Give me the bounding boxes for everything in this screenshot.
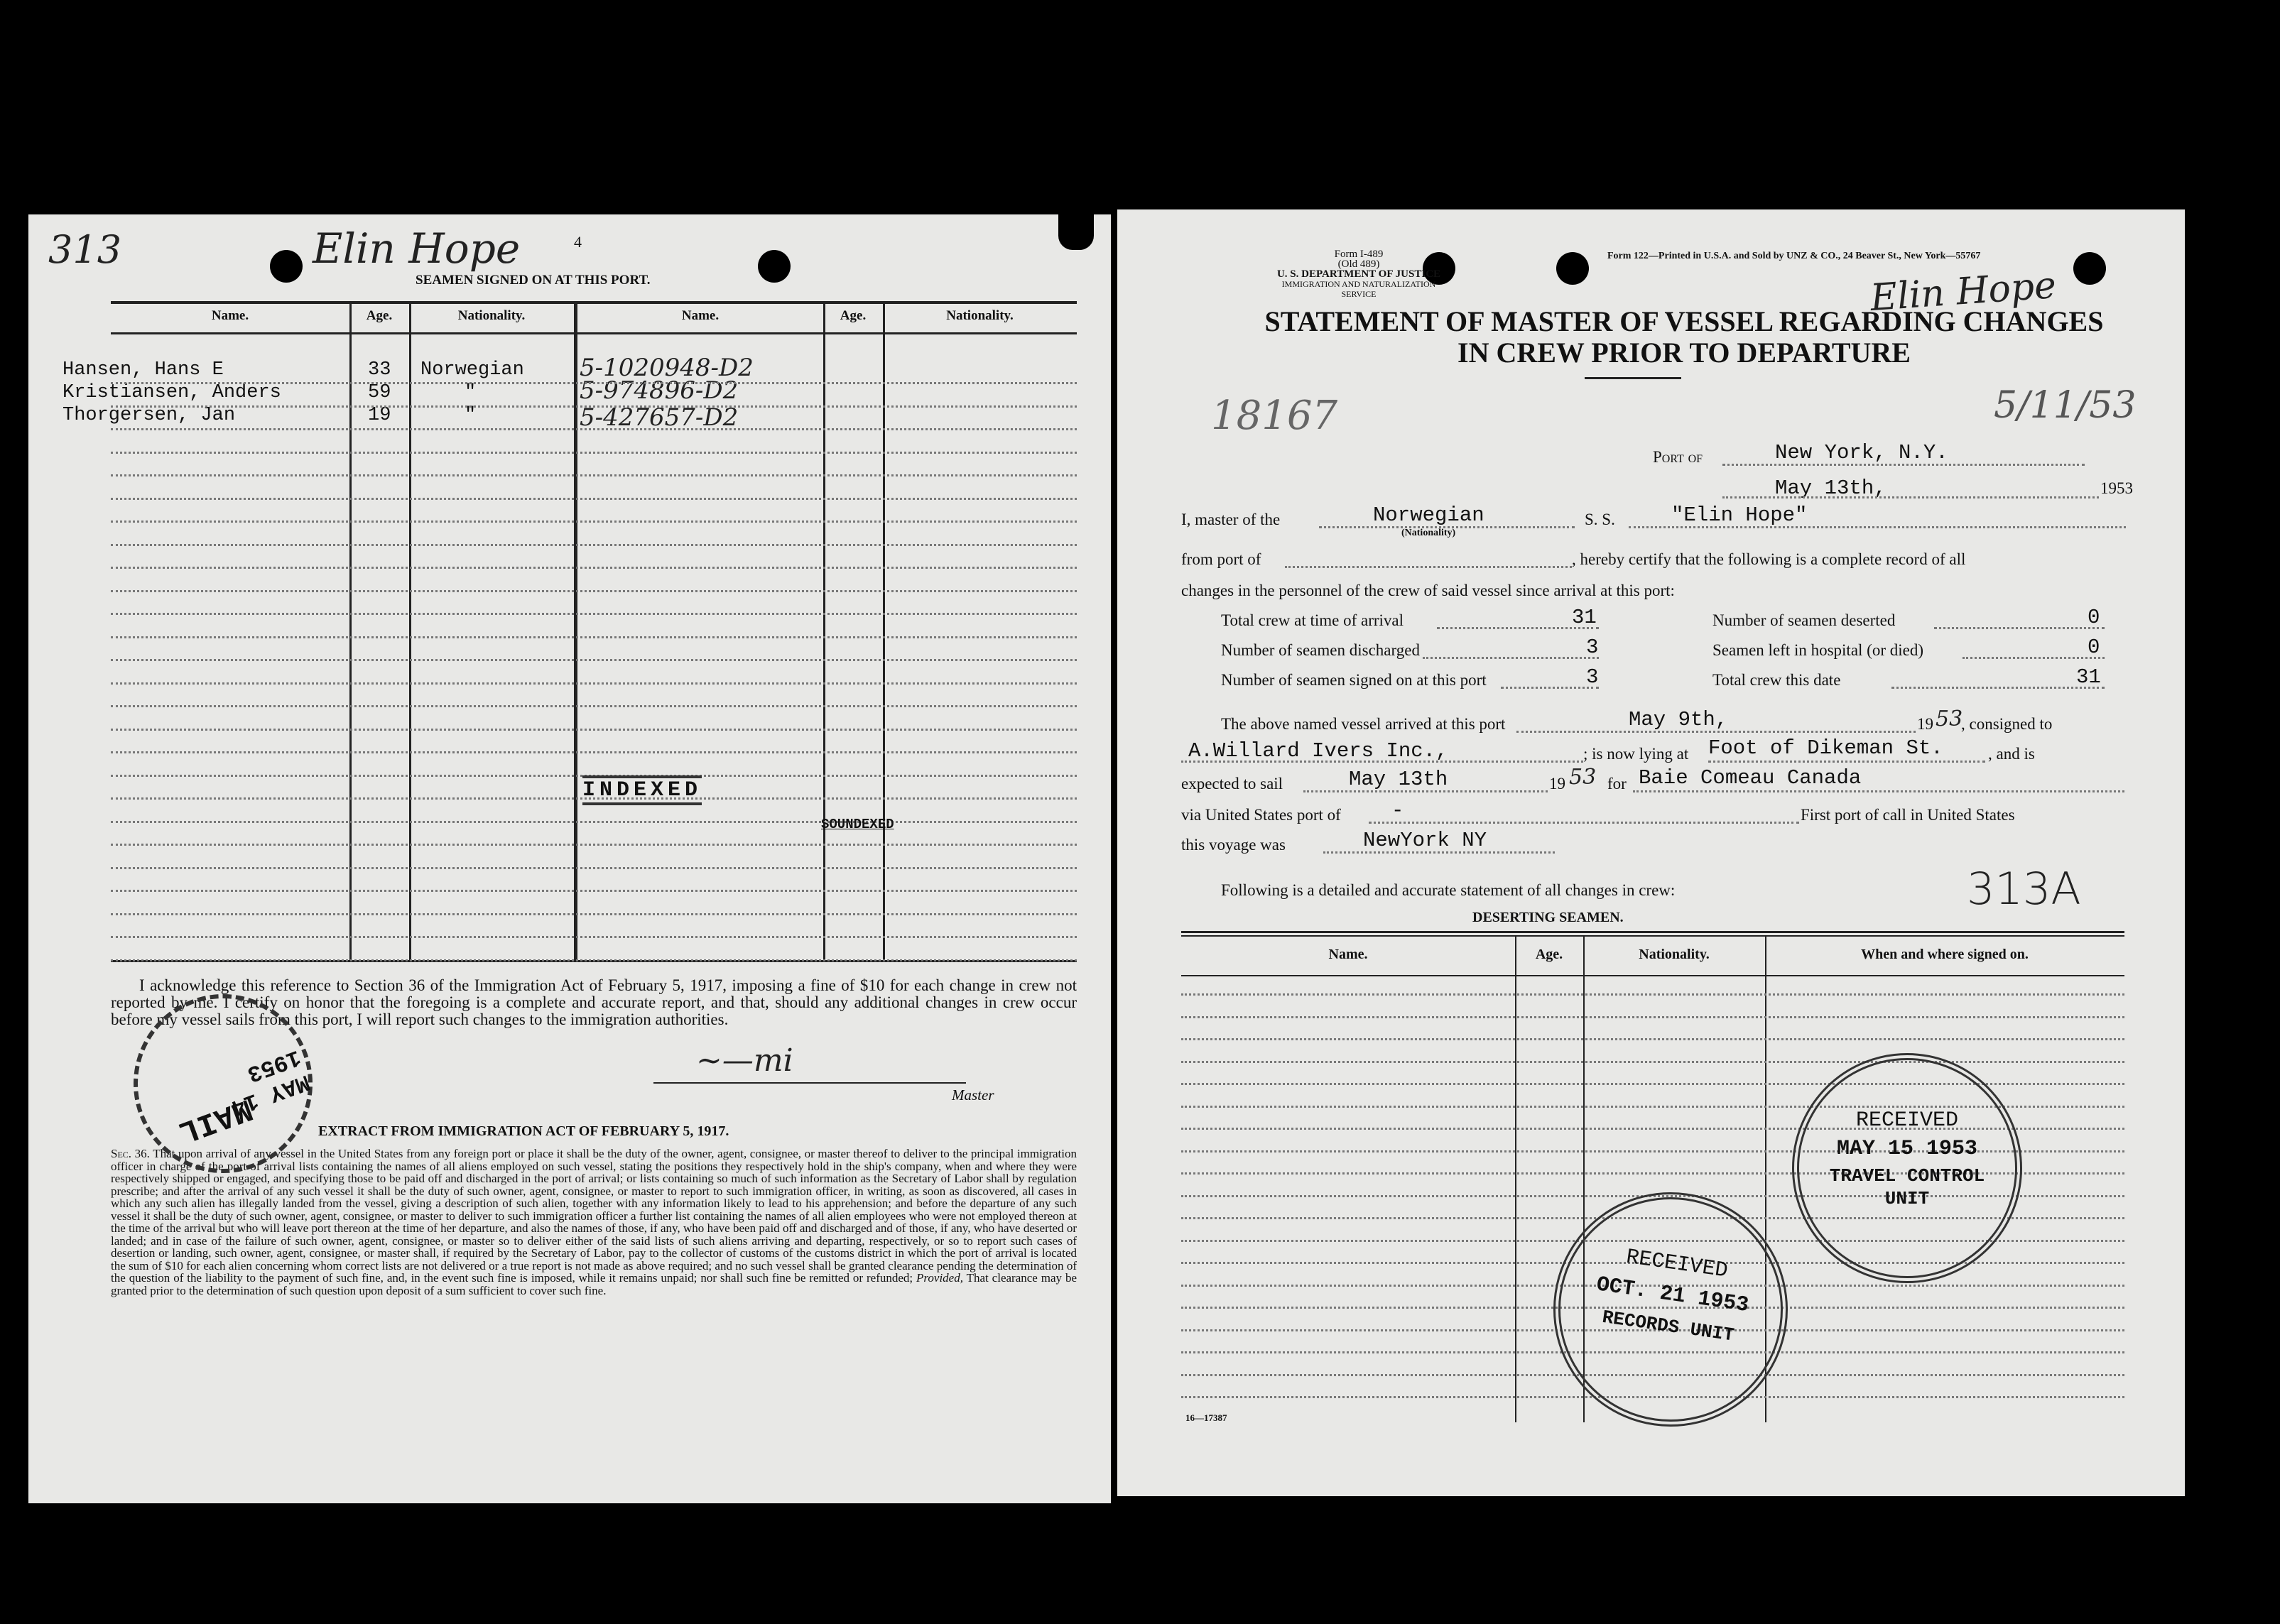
col-divider	[823, 304, 825, 960]
col-header-age: Age.	[1535, 947, 1563, 962]
ruling-line	[111, 428, 1077, 430]
section-title: SEAMEN SIGNED ON AT THIS PORT.	[416, 273, 651, 288]
following-text: Following is a detailed and accurate statement of all changes in crew:	[1221, 881, 1676, 899]
form-old: (Old 489)	[1337, 258, 1380, 270]
sail-label: expected to sail	[1181, 775, 1283, 792]
stat-value: 3	[1586, 665, 1599, 689]
ruling-line	[111, 729, 1077, 731]
punch-hole	[270, 250, 303, 283]
stamp-date: MAY 15 1953	[1836, 1137, 1978, 1161]
arrived-value: May 9th,	[1629, 708, 1728, 731]
destination: Baie Comeau Canada	[1639, 766, 1862, 790]
ruling-line	[111, 474, 1077, 476]
form-title-line1: STATEMENT OF MASTER OF VESSEL REGARDING CHANGES	[1264, 305, 2104, 337]
sec-tail: That clearance may be granted prior to the determination of such question upon deposit of a sum sufficient to cover such fine.	[111, 1271, 1077, 1297]
sec-body: That upon arrival of any vessel in the United States from any foreign port or place it shall be the duty of the owner, agent, consignee, or master thereof to deliver to the principal immigration officer in charge of the port of arrival lists containing the names of all aliens employed on such vessel, stating the positions they respectively hold in the ship's company, when and where they were respectively shipped or engaged, and specifying those to be paid off and discharged in the port of arrival; or lists containing so much of such information as the Secretary of Labor shall by regulation prescribe; and after the arrival of any such vessel it shall be the duty of such owner, agent, consignee, or master to report to such immigration officer, in writing, as soon as discovered, all cases in which any such alien has illegally landed from the vessel, giving a description of such alien, together with any information likely to lead to his apprehension; and before the departure of any such vessel it shall be the duty of such owner, agent, consignee, or master to deliver to such immigration officer a further list containing the names of all alien employees who were not employed thereon at the time of the arrival but who will leave port thereon at the time of her departure, and also the names of those, if any, who have been paid off and discharged and of those, if any, who have deserted or landed; and in case of the failure of such owner, agent, consignee, or master so to deliver either of the said lists of such aliens arriving and departing, respectively, or so to report such cases of desertion or landing, such owner, agent, consignee, or master shall, if required by the Secretary of Labor, pay to the collector of customs of the customs district in which the port of arrival is located the sum of $10 for each alien concerning whom correct lists are not delivered or a true report is not made as above required; and no such vessel shall be granted clearance pending the determination of the question of the liability to the payment of such fine, and, in the event such fine is imposed, while it remains unpaid; nor shall such fine be remitted or refunded;	[111, 1147, 1077, 1285]
ruling-line	[1181, 1016, 2124, 1018]
col-header-nationality: Nationality.	[457, 308, 526, 323]
ruling-line	[111, 521, 1077, 523]
dotted-line	[1633, 790, 2124, 792]
ruling-line	[1181, 1038, 2124, 1040]
certify-text: , hereby certify that the following is a complete record of all	[1572, 550, 1966, 568]
ruling-line	[111, 682, 1077, 685]
date-value: May 13th,	[1775, 476, 1887, 500]
ruling-line	[111, 544, 1077, 546]
col-header-nationality-2: Nationality.	[946, 308, 1014, 323]
table-top-rule	[1181, 931, 2124, 933]
page-tear	[1058, 207, 1094, 250]
sec-provided: Provided,	[916, 1271, 963, 1285]
master-label: Master	[952, 1086, 994, 1103]
dotted-line	[1516, 731, 1916, 733]
stat-value-2: 31	[2076, 665, 2101, 689]
master-of-label: I, master of the	[1181, 511, 1281, 528]
ruling-line	[111, 659, 1077, 661]
right-page	[1117, 209, 2185, 1496]
sail-value: May 13th	[1349, 768, 1448, 791]
col-divider	[883, 304, 885, 960]
dotted-line	[1181, 761, 1583, 763]
form-title-line2: IN CREW PRIOR TO DEPARTURE	[1457, 337, 1911, 369]
col-header-nationality: Nationality.	[1639, 947, 1710, 962]
col-header-name: Name.	[211, 308, 249, 323]
stamp-travel-control: TRAVEL CONTROL	[1829, 1165, 1985, 1187]
printer-line: Form 122—Printed in U.S.A. and Sold by UNZ & CO., 24 Beaver St., New York—55767	[1607, 251, 1981, 261]
voyage-label: this voyage was	[1181, 836, 1286, 854]
year-printed: 1953	[2100, 479, 2133, 497]
master-signature: ~—mi	[696, 1042, 793, 1079]
seaman-name: Thorgersen, Jan	[63, 405, 236, 426]
ship-name: "Elin Hope"	[1671, 503, 1808, 527]
ruling-line	[111, 890, 1077, 892]
dotted-line	[1303, 790, 1548, 792]
stat-value: 31	[1572, 606, 1597, 629]
stat-value: 3	[1586, 636, 1599, 659]
dotted-line	[1285, 566, 1572, 568]
title-rule	[1585, 377, 1681, 379]
col-divider	[1515, 935, 1516, 1422]
seaman-ref: 5-427657-D2	[580, 403, 739, 432]
dotted-line	[1369, 822, 1799, 824]
service: IMMIGRATION AND NATURALIZATION SERVICE	[1281, 279, 1436, 299]
seaman-nationality: Norwegian	[420, 359, 524, 381]
stat-label-2: Total crew this date	[1712, 671, 1841, 689]
mail-stamp	[134, 994, 313, 1173]
extract-title: EXTRACT FROM IMMIGRATION ACT OF FEBRUARY 5, 1917.	[318, 1123, 729, 1139]
stamp-date: OCT. 21 1953	[1595, 1273, 1751, 1319]
lying-label: ; is now lying at	[1583, 745, 1689, 763]
seaman-name: Hansen, Hans E	[63, 359, 224, 381]
ruling-line	[111, 405, 1077, 408]
nationality-caption: (Nationality)	[1401, 528, 1456, 538]
col-header-name-2: Name.	[681, 308, 720, 323]
via-value: -	[1391, 799, 1404, 822]
arrived-year: 53	[1936, 707, 1963, 731]
col-divider	[409, 304, 411, 960]
year-prefix: 19	[1917, 715, 1933, 733]
dotted-line	[1501, 687, 1599, 689]
dotted-line	[1722, 496, 2099, 498]
dotted-line	[1708, 761, 1985, 763]
page-number: 4	[574, 233, 582, 251]
seaman-ref: 5-974896-D2	[580, 376, 739, 405]
year-prefix: 19	[1549, 775, 1565, 792]
port-value: New York, N.Y.	[1775, 441, 1948, 464]
stat-value-2: 0	[2088, 636, 2100, 659]
ruling-line	[111, 452, 1077, 454]
via-label: via United States port of	[1181, 806, 1341, 824]
stamp-records-unit: RECORDS UNIT	[1600, 1306, 1736, 1346]
col-header-age: Age.	[366, 308, 393, 323]
col-divider	[574, 304, 577, 960]
table-top-rule	[1181, 935, 2124, 937]
ruling-line	[111, 844, 1077, 846]
seaman-nationality: "	[465, 382, 477, 403]
col-header-name: Name.	[1328, 947, 1368, 962]
stat-label: Number of seamen discharged	[1221, 641, 1420, 659]
dotted-line	[1629, 526, 2126, 528]
ruling-line	[111, 613, 1077, 615]
col-divider	[349, 304, 352, 960]
ruling-line	[1181, 1061, 2124, 1063]
seaman-nationality: "	[465, 405, 477, 426]
indexed-stamp: INDEXED	[582, 775, 702, 805]
ruling-line	[111, 821, 1077, 823]
consignee: A.Willard Ivers Inc.,	[1188, 739, 1448, 763]
ruling-line	[111, 913, 1077, 915]
lying-value: Foot of Dikeman St.	[1708, 736, 1943, 760]
stat-label-2: Number of seamen deserted	[1712, 611, 1896, 629]
seaman-age: 19	[368, 405, 391, 426]
table-header-rule	[111, 332, 1077, 334]
ruling-line	[1181, 993, 2124, 996]
stamp-received: RECEIVED	[1855, 1108, 1959, 1133]
changes-text: changes in the personnel of the crew of said vessel since arrival at this port:	[1181, 582, 1675, 599]
punch-hole	[2073, 252, 2106, 285]
handwritten-ref: 313	[48, 227, 122, 272]
acknowledgment-text: I acknowledge this reference to Section 36 of the Immigration Act of February 5, 1917, imposing a fine of $10 for each change in crew not reported by me. I certify on honor that the foregoing is a complete and accurate report, and that, should any additional changes in crew occur before my vessel sails from this port, I will report such changes to the immigration authorities.	[111, 976, 1077, 1028]
dotted-line	[1423, 657, 1599, 659]
ref-handwritten: 313A	[1967, 863, 2081, 915]
ruling-line	[111, 636, 1077, 638]
mail-stamp-date: MAY 14 1953	[227, 1044, 313, 1121]
seaman-age: 59	[368, 382, 391, 403]
form-title	[1197, 306, 2171, 369]
ruling-line	[111, 705, 1077, 707]
dotted-line	[1323, 851, 1555, 854]
punch-hole	[1556, 252, 1589, 285]
ruling-line	[111, 382, 1077, 384]
consigned-label: , consigned to	[1961, 715, 2053, 733]
stat-label: Total crew at time of arrival	[1221, 611, 1404, 629]
dotted-line	[1722, 464, 2085, 466]
nationality-value: Norwegian	[1373, 503, 1484, 527]
punch-hole	[758, 250, 791, 283]
ruling-line	[111, 498, 1077, 500]
ruling-line	[111, 936, 1077, 938]
stamp-unit: UNIT	[1884, 1188, 1930, 1209]
ruling-line	[111, 751, 1077, 753]
stamp-received: RECEIVED	[1624, 1245, 1730, 1284]
vessel-name-handwritten: Elin Hope	[313, 224, 521, 273]
dotted-line	[1934, 627, 2105, 629]
signature-line	[653, 1082, 966, 1084]
travel-control-stamp	[1792, 1053, 2022, 1283]
dotted-line	[1891, 687, 2105, 689]
stat-label-2: Seamen left in hospital (or died)	[1712, 641, 1924, 659]
footer-code: 16—17387	[1185, 1412, 1227, 1423]
seaman-ref: 5-1020948-D2	[580, 354, 754, 382]
for-label: for	[1607, 775, 1627, 792]
seaman-name: Kristiansen, Anders	[63, 382, 281, 403]
table-top-rule	[111, 301, 1077, 304]
section-36-text	[111, 1148, 1077, 1297]
sec-label: Sec. 36.	[111, 1147, 150, 1160]
mail-stamp-text: MAIL	[173, 1090, 256, 1150]
ruling-line	[111, 867, 1077, 869]
left-page	[28, 214, 1111, 1503]
from-port-label: from port of	[1181, 550, 1261, 568]
ss-label: S. S.	[1585, 511, 1615, 528]
ruling-line	[111, 567, 1077, 569]
file-number: 18167	[1211, 393, 1338, 439]
arrived-label: The above named vessel arrived at this port	[1221, 715, 1506, 733]
form-number: Form I-489	[1334, 249, 1384, 260]
dotted-line	[1963, 657, 2105, 659]
sail-year: 53	[1569, 765, 1597, 790]
deserting-title: DESERTING SEAMEN.	[1472, 910, 1624, 925]
department: U. S. DEPARTMENT OF JUSTICE	[1276, 268, 1441, 280]
stat-label: Number of seamen signed on at this port	[1221, 671, 1487, 689]
form-header	[1274, 249, 1444, 299]
vessel-name-handwritten: Elin Hope	[1869, 263, 2058, 320]
table-header-rule	[1181, 975, 2124, 976]
first-port-label: First port of call in United States	[1801, 806, 2015, 824]
seaman-age: 33	[368, 359, 391, 381]
stat-value-2: 0	[2088, 606, 2100, 629]
ruling-line	[111, 959, 1077, 961]
and-is: , and is	[1988, 745, 2035, 763]
date-handwritten: 5/11/53	[1994, 384, 2137, 427]
voyage-value: NewYork NY	[1363, 829, 1487, 852]
col-header-when: When and where signed on.	[1861, 947, 2029, 962]
col-header-age-2: Age.	[840, 308, 867, 323]
ruling-line	[111, 590, 1077, 592]
port-label: Port of	[1653, 448, 1703, 466]
soundexed-stamp: SOUNDEXED	[821, 817, 894, 832]
